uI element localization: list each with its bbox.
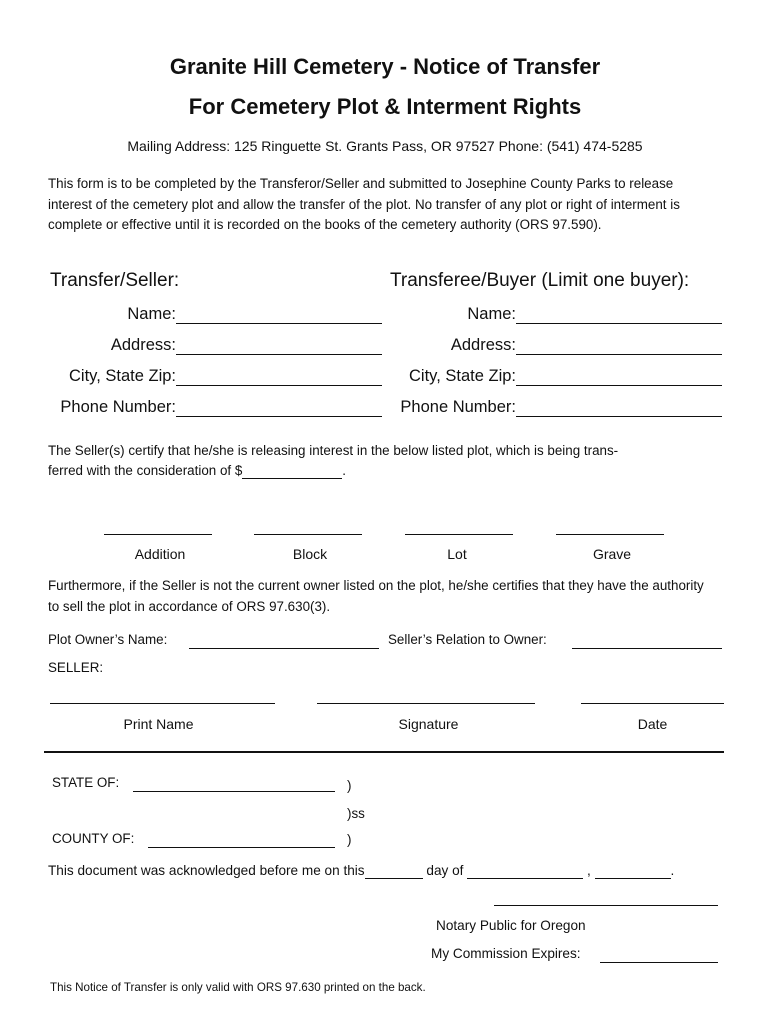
seller-address-field[interactable] xyxy=(176,354,382,355)
certify-line-2 xyxy=(48,463,346,479)
buyer-address-label: Address: xyxy=(450,336,516,354)
addition-label: Addition xyxy=(134,546,186,562)
relation-field[interactable] xyxy=(572,648,722,649)
consideration-amount-field[interactable] xyxy=(242,463,342,479)
certify-line-1: The Seller(s) certify that he/she is releasing interest in the below listed plot, which is being trans- xyxy=(48,443,619,458)
state-paren: ) xyxy=(347,778,352,793)
ack-comma: , xyxy=(583,863,595,878)
certify-prefix: ferred with the consideration of $ xyxy=(48,463,243,478)
state-field[interactable] xyxy=(133,791,335,792)
mailing-address: Mailing Address: 125 Ringuette St. Grants Pass, OR 97527 Phone: (541) 474-5285 xyxy=(127,138,643,154)
form-subtitle: For Cemetery Plot & Interment Rights xyxy=(188,94,582,119)
buyer-city-label: City, State Zip: xyxy=(409,367,516,385)
certify-suffix: . xyxy=(342,463,347,478)
county-label: COUNTY OF: xyxy=(52,831,135,846)
grave-field[interactable] xyxy=(556,534,664,535)
notary-signature-field[interactable] xyxy=(494,905,718,906)
plot-owner-label: Plot Owner’s Name: xyxy=(48,632,168,647)
intro-paragraph: This form is to be completed by the Transferor/Seller and submitted to Josephine County Parks to release interest of the cemetery plot and allow the transfer of the plot. No transfer of any plot or right of interment is complete or effective until it is recorded on the books of the cemetery authority (ORS 97.590). xyxy=(48,176,680,232)
county-field[interactable] xyxy=(148,847,335,848)
state-label: STATE OF: xyxy=(52,775,120,790)
buyer-name-label: Name: xyxy=(467,305,516,323)
buyer-phone-field[interactable] xyxy=(516,416,722,417)
section-divider xyxy=(44,751,724,753)
seller-name-label: Name: xyxy=(127,305,176,323)
lot-field[interactable] xyxy=(405,534,513,535)
seller-city-label: City, State Zip: xyxy=(69,367,176,385)
footer-note: This Notice of Transfer is only valid with ORS 97.630 printed on the back. xyxy=(50,981,426,994)
signature-label: Signature xyxy=(398,716,459,732)
date-field[interactable] xyxy=(581,703,724,704)
form-title: Granite Hill Cemetery - Notice of Transfer xyxy=(169,54,601,79)
plot-owner-field[interactable] xyxy=(189,648,379,649)
commission-expires-label: My Commission Expires: xyxy=(431,946,581,961)
acknowledgment-line xyxy=(48,863,674,879)
ack-period: . xyxy=(670,863,675,878)
county-paren: ) xyxy=(347,832,352,847)
buyer-address-field[interactable] xyxy=(516,354,722,355)
seller-address-label: Address: xyxy=(110,336,176,354)
grave-label: Grave xyxy=(592,546,632,562)
addition-field[interactable] xyxy=(104,534,212,535)
ack-year-field[interactable] xyxy=(595,863,671,879)
ack-day-field[interactable] xyxy=(365,863,423,879)
buyer-phone-label: Phone Number: xyxy=(400,398,516,416)
signature-field[interactable] xyxy=(317,703,535,704)
ack-day-of: day of xyxy=(422,863,468,878)
buyer-city-field[interactable] xyxy=(516,385,722,386)
seller-name-field[interactable] xyxy=(176,323,382,324)
commission-expires-field[interactable] xyxy=(600,962,718,963)
buyer-heading: Transferee/Buyer (Limit one buyer): xyxy=(390,270,690,291)
lot-label: Lot xyxy=(447,546,467,562)
block-label: Block xyxy=(292,546,328,562)
seller-phone-field[interactable] xyxy=(176,416,382,417)
seller-heading: Transfer/Seller: xyxy=(50,270,180,291)
seller-phone-label: Phone Number: xyxy=(60,398,176,416)
print-name-field[interactable] xyxy=(50,703,275,704)
block-field[interactable] xyxy=(254,534,362,535)
notary-public-label: Notary Public for Oregon xyxy=(436,918,586,933)
seller-city-field[interactable] xyxy=(176,385,382,386)
buyer-name-field[interactable] xyxy=(516,323,722,324)
ack-month-field[interactable] xyxy=(467,863,583,879)
seller-sign-label: SELLER: xyxy=(48,660,104,675)
furthermore-paragraph: Furthermore, if the Seller is not the current owner listed on the plot, he/she certifies that they have the authority to sell the plot in accordance of ORS 97.630(3). xyxy=(48,578,704,614)
relation-label: Seller’s Relation to Owner: xyxy=(388,632,547,647)
ack-prefix: This document was acknowledged before me on this xyxy=(48,863,365,878)
date-label: Date xyxy=(637,716,668,732)
print-name-label: Print Name xyxy=(123,716,194,732)
ss-label: )ss xyxy=(347,806,365,821)
